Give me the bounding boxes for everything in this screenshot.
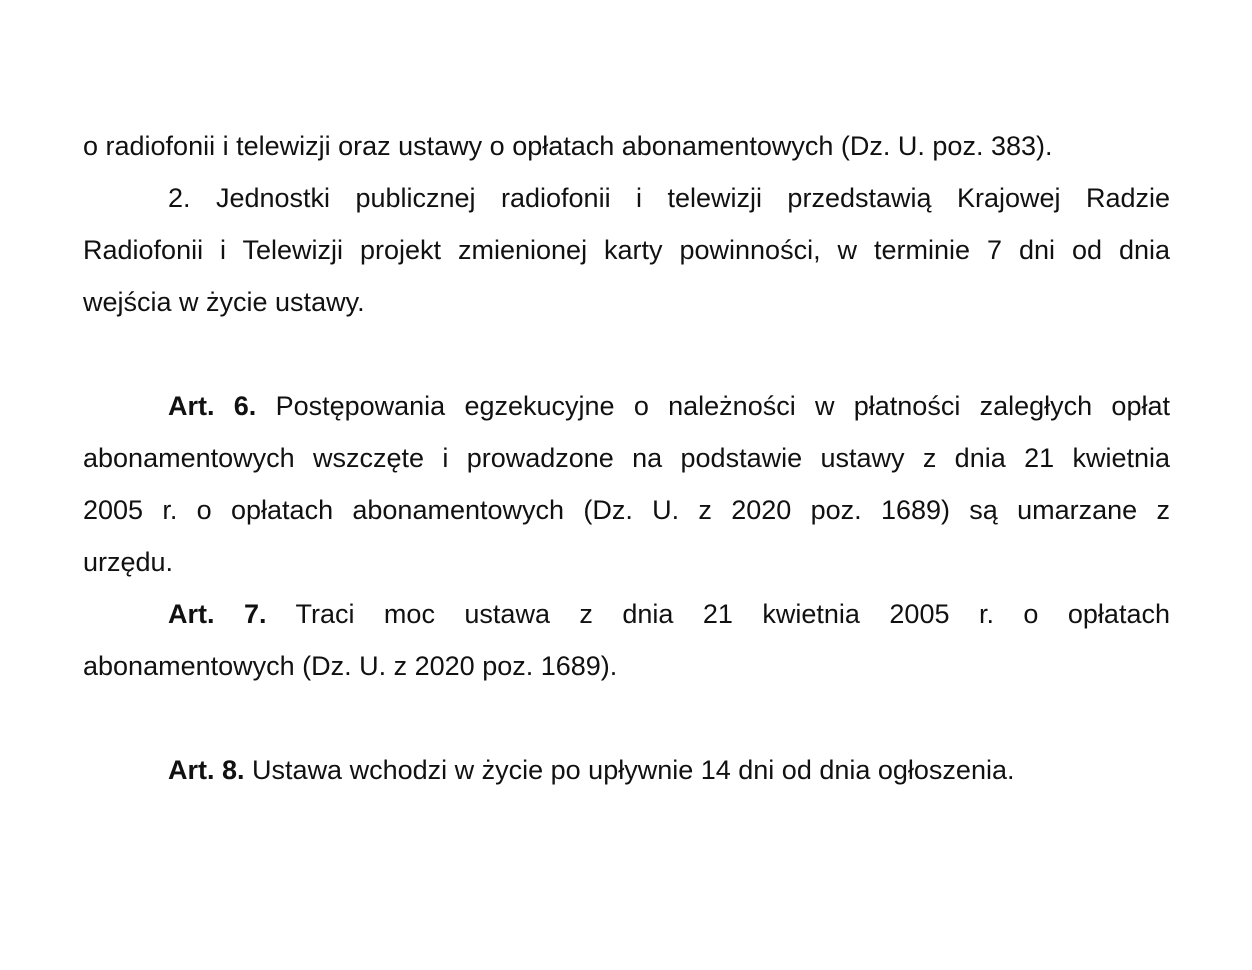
paragraph-ust-2: [83, 172, 1170, 328]
paragraph-line: urzędu.: [83, 547, 174, 577]
paragraph-text: Traci moc ustawa z dnia 21 kwietnia 2005 r. o opłatach: [295, 599, 1170, 629]
paragraph-line: o radiofonii i telewizji oraz ustawy o opłatach abonamentowych (Dz. U. poz. 383).: [83, 131, 1053, 161]
paragraph-continuation: [83, 120, 1170, 172]
paragraph-text: Postępowania egzekucyjne o należności w płatności zaległych opłat: [275, 391, 1170, 421]
blank-line: [83, 692, 1170, 744]
paragraph-line: [83, 380, 1170, 432]
paragraph-line: 2. Jednostki publicznej radiofonii i telewizji przedstawią Krajowej Radzie: [168, 183, 1170, 213]
paragraph-line: abonamentowych (Dz. U. z 2020 poz. 1689).: [83, 651, 618, 681]
article-number: Art. 7.: [168, 599, 267, 629]
paragraph-line: 2005 r. o opłatach abonamentowych (Dz. U. z 2020 poz. 1689) są umarzane z: [83, 495, 1170, 525]
paragraph-line: wejścia w życie ustawy.: [83, 287, 365, 317]
paragraph-line: [83, 588, 1170, 640]
article-number: Art. 6.: [168, 391, 257, 421]
paragraph-art-6: [83, 380, 1170, 588]
article-number: Art. 8.: [168, 755, 245, 785]
blank-line: [83, 328, 1170, 380]
paragraph-text: Ustawa wchodzi w życie po upływnie 14 dni od dnia ogłoszenia.: [252, 755, 1015, 785]
paragraph-art-8: [83, 744, 1170, 796]
paragraph-line: abonamentowych wszczęte i prowadzone na podstawie ustawy z dnia 21 kwietnia: [83, 443, 1170, 473]
paragraph-line: [83, 744, 1170, 796]
paragraph-line: Radiofonii i Telewizji projekt zmienionej karty powinności, w terminie 7 dni od dnia: [83, 235, 1170, 265]
paragraph-art-7: [83, 588, 1170, 692]
